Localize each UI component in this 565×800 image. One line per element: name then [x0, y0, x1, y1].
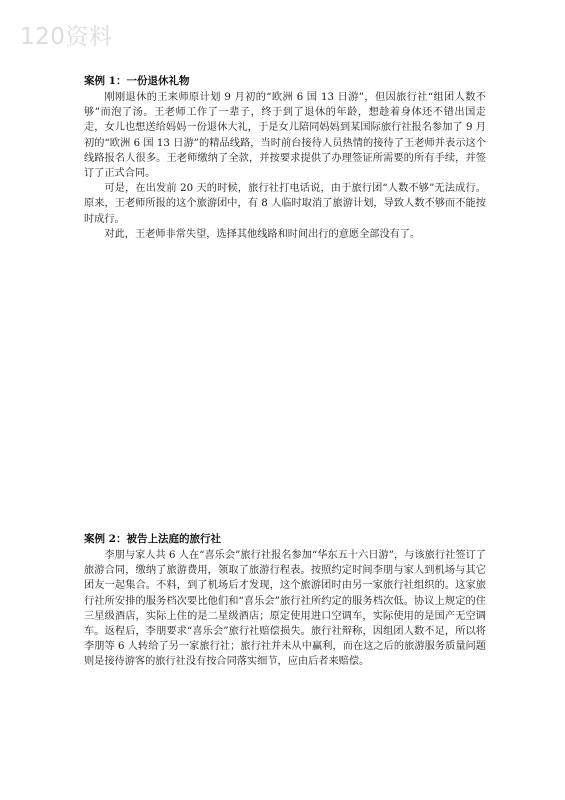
case-2-section: [84, 532, 486, 670]
case-1-paragraph-3: 对此，王老师非常失望，选择其他线路和时间出行的意愿全部没有了。: [104, 228, 421, 240]
case-2-title: 案例 2：被告上法庭的旅行社: [84, 533, 221, 545]
case-1-paragraph-2: 可是，在出发前 20 天的时候，旅行社打电话说，由于旅行团“人数不够”无法成行。原来，王老师所报的这个旅游团中，有 8 人临时取消了旅游计划，导致人数不够而不能按时成行。: [84, 183, 486, 225]
watermark-text: 120资料: [20, 24, 113, 50]
case-2-paragraph-1: 李朋与家人共 6 人在“喜乐会”旅行社报名参加“华东五十六日游”，与该旅行社签订了旅游合同，缴纳了旅游费用，领取了旅游行程表。按照约定时间李朋与家人到机场与其它团友一起集合。不料，到了机场后才发现，这个旅游团时由另一家旅行社组织的。这家旅行社所安排的服务档次要比他们和“喜乐会”旅行社所约定的服务档次低。协议上规定的住三星级酒店，实际上住的是二星级酒店；原定使用进口空调车，实际使用的是国产无空调车。返程后，李朋要求“喜乐会”旅行社赔偿损失。旅行社辩称，因组团人数不足，所以将李朋等 6 人转给了另一家旅行社；旅行社并未从中赢利，而在这之后的旅游服务质量问题则是接待游客的旅行社没有按合同落实细节，应由后者来赔偿。: [84, 550, 486, 668]
case-1-section: [84, 74, 486, 242]
case-1-title: 案例 1：一份退休礼物: [84, 75, 190, 87]
case-1-paragraph-1: 刚刚退休的王来师原计划 9 月初的“欧洲 6 国 13 日游”，但因旅行社“组团人数不够”而泡了汤。王老师工作了一辈子，终于到了退休的年龄，想趁着身体还不错出国走走，女儿也想送给妈妈一份退休大礼，于是女儿陪同妈妈到某国际旅行社报名参加了 9 月初的“欧洲 6 国 13 日游”的精品线路，当时前台接待人员热情的接待了王老师并表示这个线路报名人很多。王老师缴纳了全款，并按要求提供了办理签证所需要的所有手续，并签订了正式合同。: [84, 92, 486, 180]
